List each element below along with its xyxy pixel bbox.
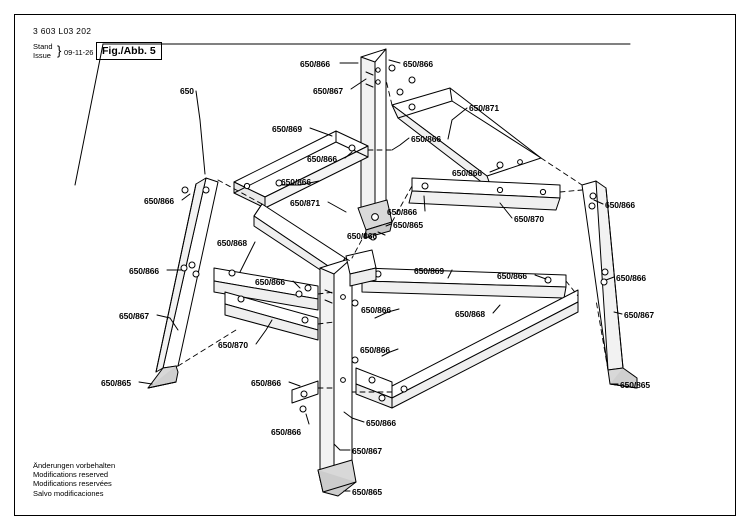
part-label-l-650866-q: 650/866 [251, 378, 282, 388]
part-label-l-650865-d: 650/865 [352, 487, 383, 497]
part-label-l-650867-a: 650/867 [313, 86, 344, 96]
part-label-l-650866-l: 650/866 [255, 277, 286, 287]
brace-glyph: } [57, 43, 62, 58]
part-label-l-650866-a: 650/866 [300, 59, 331, 69]
part-label-l-650868-b: 650/868 [455, 309, 486, 319]
part-label-l-650866-h: 650/866 [605, 200, 636, 210]
footer-line-en: Modifications reserved [33, 470, 109, 480]
footer-line-fr: Modifications reservées [33, 479, 112, 489]
part-label-l-650866-r: 650/866 [366, 418, 397, 428]
part-label-l-650866-d: 650/866 [307, 154, 338, 164]
stand-label: Stand [33, 42, 53, 51]
part-label-l-650866-o: 650/866 [361, 305, 392, 315]
part-label-l-650865-a: 650/865 [393, 220, 424, 230]
footer-line-de: Änderungen vorbehalten [33, 461, 116, 470]
part-label-l-650871-a: 650/871 [469, 103, 500, 113]
part-label-l-650865-c: 650/865 [620, 380, 651, 390]
part-label-l-650866-e: 650/866 [452, 168, 483, 178]
part-label-l-650866-i: 650/866 [387, 207, 418, 217]
part-label-l-650866-s: 650/866 [271, 427, 302, 437]
figure-number-box: Fig./Abb. 5 [96, 42, 162, 60]
part-label-l-650866-k: 650/866 [129, 266, 160, 276]
part-label-l-650866-n: 650/866 [616, 273, 647, 283]
part-label-l-650871-b: 650/871 [290, 198, 321, 208]
part-label-l-650866-j: 650/866 [347, 231, 378, 241]
part-label-l-650870-b: 650/870 [218, 340, 249, 350]
part-label-l-650869-b: 650/869 [414, 266, 445, 276]
part-label-l-650867-b: 650/867 [119, 311, 150, 321]
footer-line-es: Salvo modificaciones [33, 488, 104, 498]
part-label-l-650865-b: 650/865 [101, 378, 132, 388]
issue-date: 09-11-26 [64, 48, 94, 57]
part-label-l-650866-m: 650/866 [497, 271, 528, 281]
part-label-l-650869-a: 650/869 [272, 124, 303, 134]
part-label-l-650870-a: 650/870 [514, 214, 545, 224]
part-label-l-650866-b: 650/866 [403, 59, 434, 69]
part-label-l-650867-d: 650/867 [352, 446, 383, 456]
part-label-l-650866-p: 650/866 [360, 345, 391, 355]
part-label-l-650867-c: 650/867 [624, 310, 655, 320]
part-label-l-650866-g: 650/866 [144, 196, 175, 206]
part-label-l-650866-f: 650/866 [281, 177, 312, 187]
part-number: 3 603 L03 202 [33, 26, 92, 36]
issue-label: Issue [33, 50, 51, 60]
part-label-l-650868-a: 650/868 [217, 238, 248, 248]
part-label-l-650866-c: 650/866 [411, 134, 442, 144]
part-label-l-650: 650 [180, 86, 194, 96]
